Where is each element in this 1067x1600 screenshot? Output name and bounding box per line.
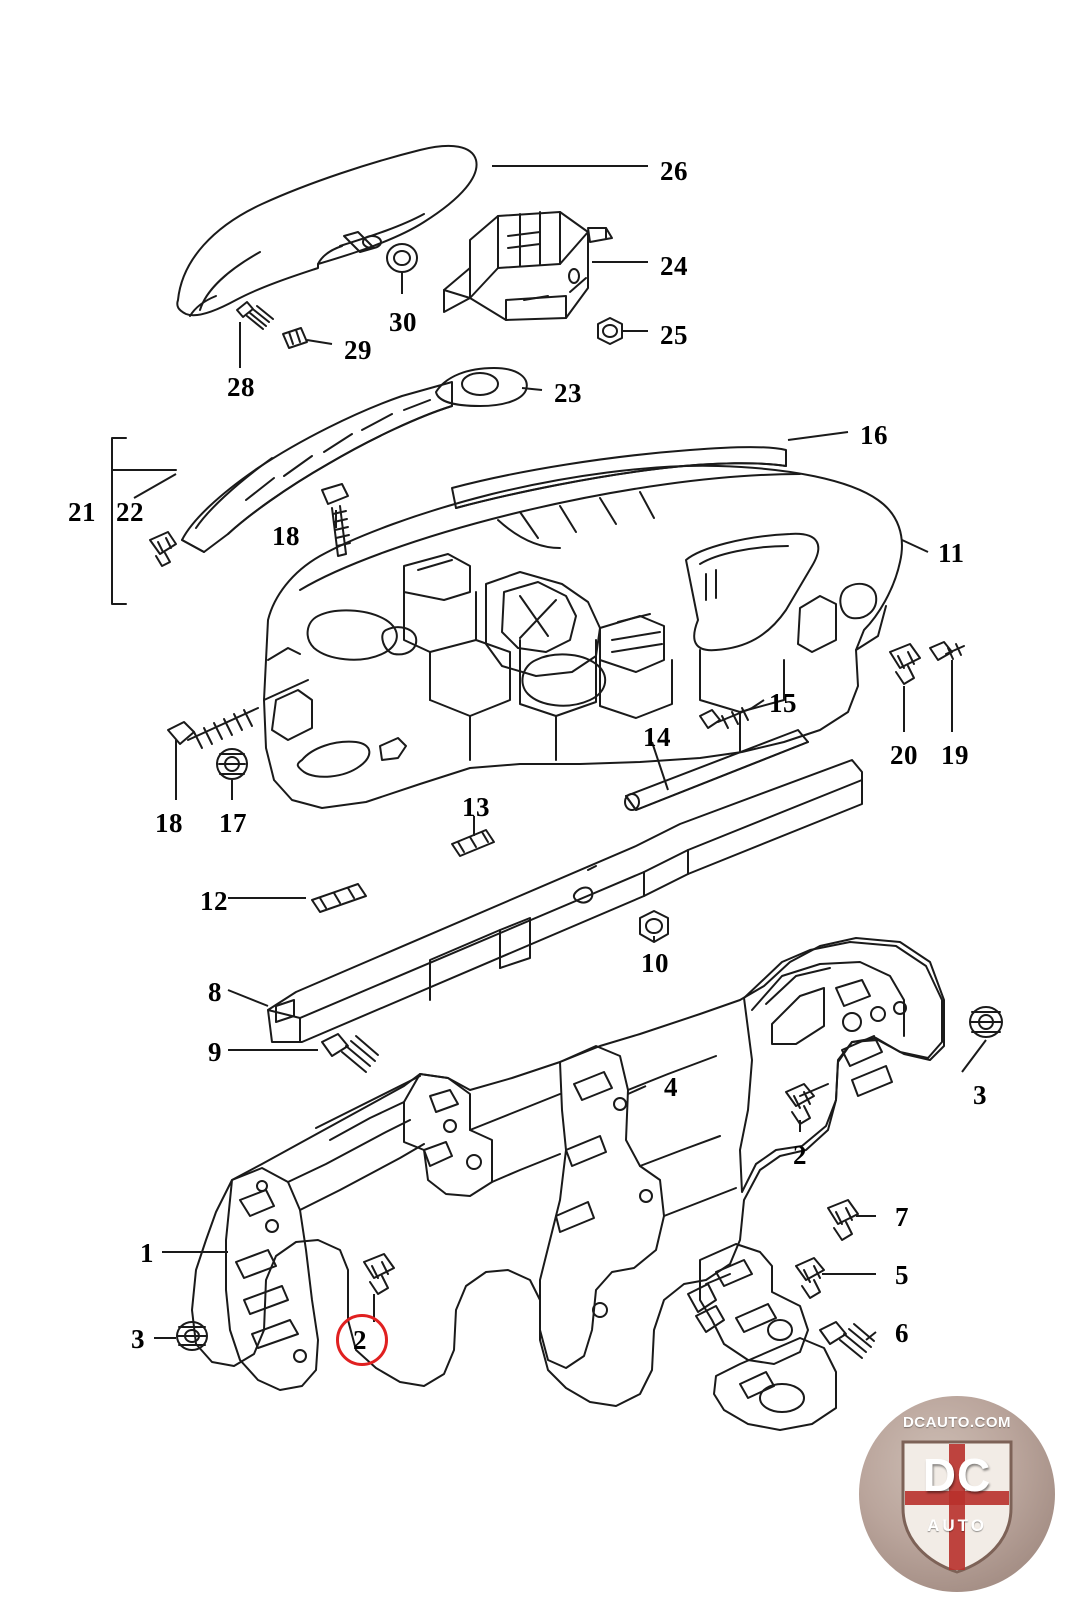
callout-3-right: 3 xyxy=(973,1080,987,1110)
watermark xyxy=(859,1396,1059,1592)
callout-6: 6 xyxy=(895,1318,909,1348)
callout-1: 1 xyxy=(140,1238,154,1268)
watermark-sub: AUTO xyxy=(927,1516,987,1535)
callout-2-right: 2 xyxy=(793,1140,807,1170)
callout-11: 11 xyxy=(938,538,965,568)
callout-8: 8 xyxy=(208,977,222,1007)
callout-21: 21 xyxy=(68,497,96,527)
callout-10: 10 xyxy=(641,948,669,978)
callout-24: 24 xyxy=(660,251,688,281)
callout-23: 23 xyxy=(554,378,582,408)
callout-3-left: 3 xyxy=(131,1324,145,1354)
callout-13: 13 xyxy=(462,792,490,822)
callout-9: 9 xyxy=(208,1037,222,1067)
watermark-site-text: DCAUTO.COM xyxy=(902,1414,1012,1431)
callout-19: 19 xyxy=(941,740,969,770)
callout-20: 20 xyxy=(890,740,918,770)
callout-5: 5 xyxy=(895,1260,909,1290)
callout-17: 17 xyxy=(219,808,247,838)
callout-18-left: 18 xyxy=(155,808,183,838)
callout-18-upper: 18 xyxy=(272,521,300,551)
callout-16: 16 xyxy=(860,420,888,450)
callout-29: 29 xyxy=(344,335,372,365)
callout-7: 7 xyxy=(895,1202,909,1232)
watermark-brand: DC xyxy=(922,1449,992,1501)
callout-14: 14 xyxy=(643,722,671,752)
callout-25: 25 xyxy=(660,320,688,350)
callout-30: 30 xyxy=(389,307,417,337)
callout-22: 22 xyxy=(116,497,144,527)
callout-28: 28 xyxy=(227,372,255,402)
callout-15: 15 xyxy=(769,688,797,718)
callout-12: 12 xyxy=(200,886,228,916)
callout-4: 4 xyxy=(664,1072,678,1102)
callout-26: 26 xyxy=(660,156,688,186)
callout-2-highlighted: 2 xyxy=(353,1325,367,1355)
